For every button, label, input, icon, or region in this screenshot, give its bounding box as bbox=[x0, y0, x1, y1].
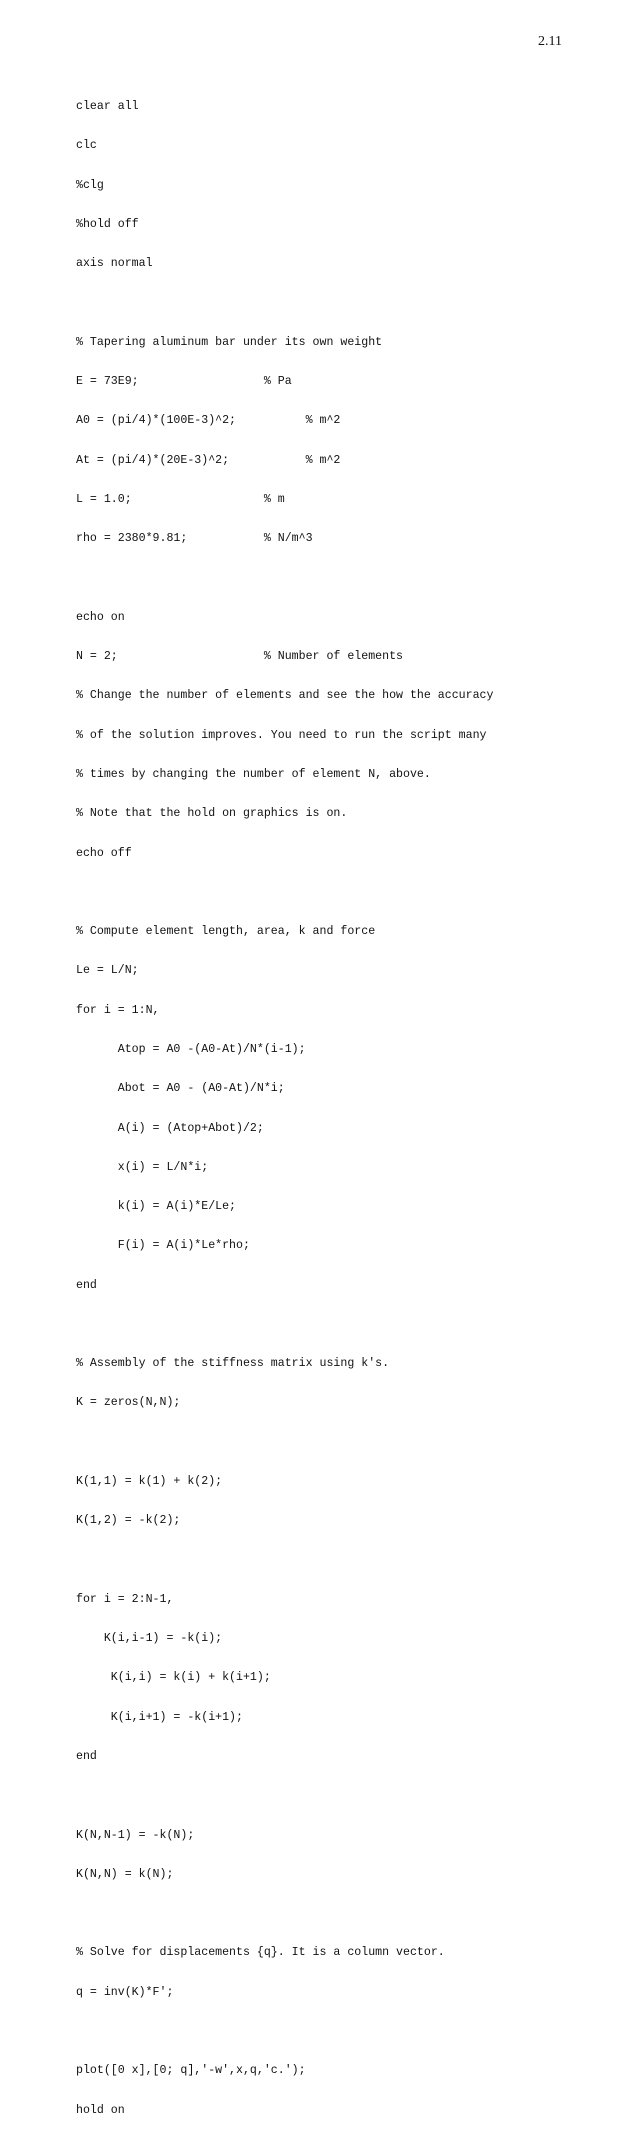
code-line: K(1,1) = k(1) + k(2); bbox=[76, 1475, 223, 1489]
code-line: rho = 2380*9.81; % N/m^3 bbox=[76, 532, 313, 546]
code-line: K(1,2) = -k(2); bbox=[76, 1514, 181, 1528]
code-line: K(N,N) = k(N); bbox=[76, 1867, 174, 1881]
code-line: % of the solution improves. You need to run the script many bbox=[76, 728, 487, 742]
code-line: q = inv(K)*F'; bbox=[76, 1985, 174, 1999]
code-line: At = (pi/4)*(20E-3)^2; % m^2 bbox=[76, 453, 341, 467]
code-line: k(i) = A(i)*E/Le; bbox=[76, 1200, 237, 1214]
code-line: %clg bbox=[76, 178, 104, 192]
code-line: F(i) = A(i)*Le*rho; bbox=[76, 1239, 250, 1253]
code-line: K(i,i+1) = -k(i+1); bbox=[76, 1710, 243, 1724]
code-line: % Tapering aluminum bar under its own weight bbox=[76, 335, 383, 349]
code-line: % Change the number of elements and see the how the accuracy bbox=[76, 689, 494, 703]
code-line: end bbox=[76, 1278, 97, 1292]
code-line: % Assembly of the stiffness matrix using k's. bbox=[76, 1357, 390, 1371]
code-line: axis normal bbox=[76, 257, 153, 271]
code-line: % Note that the hold on graphics is on. bbox=[76, 807, 348, 821]
code-line bbox=[76, 1907, 493, 1920]
code-line: for i = 2:N-1, bbox=[76, 1592, 174, 1606]
code-line: clc bbox=[76, 139, 97, 153]
code-line bbox=[76, 886, 493, 899]
code-line bbox=[76, 572, 493, 585]
code-line: end bbox=[76, 1750, 97, 1763]
code-line: hold on bbox=[76, 2103, 125, 2117]
code-listing bbox=[76, 74, 493, 2130]
code-line: %hold off bbox=[76, 218, 139, 232]
code-line bbox=[76, 1789, 493, 1802]
code-line: echo on bbox=[76, 610, 125, 624]
code-line: % times by changing the number of element N, above. bbox=[76, 767, 431, 781]
code-line: E = 73E9; % Pa bbox=[76, 375, 292, 389]
code-line: K(N,N-1) = -k(N); bbox=[76, 1828, 195, 1842]
code-line: K(i,i-1) = -k(i); bbox=[76, 1632, 223, 1646]
code-line bbox=[76, 297, 493, 310]
code-line bbox=[76, 2025, 493, 2038]
code-line: A(i) = (Atop+Abot)/2; bbox=[76, 1121, 264, 1135]
code-line: % Solve for displacements {q}. It is a column vector. bbox=[76, 1946, 445, 1960]
code-line: echo off bbox=[76, 846, 132, 860]
code-line: clear all bbox=[76, 100, 139, 114]
code-line bbox=[76, 1436, 493, 1449]
code-line: L = 1.0; % m bbox=[76, 493, 285, 506]
code-line: N = 2; % Number of elements bbox=[76, 650, 403, 664]
code-line bbox=[76, 1554, 493, 1567]
code-line: plot([0 x],[0; q],'-w',x,q,'c.'); bbox=[76, 2064, 306, 2078]
code-line bbox=[76, 1318, 493, 1331]
code-line: % Compute element length, area, k and force bbox=[76, 925, 376, 939]
code-line: Le = L/N; bbox=[76, 964, 139, 978]
code-line: A0 = (pi/4)*(100E-3)^2; % m^2 bbox=[76, 414, 341, 428]
code-line: x(i) = L/N*i; bbox=[76, 1160, 209, 1174]
code-line: K(i,i) = k(i) + k(i+1); bbox=[76, 1671, 271, 1685]
code-line: for i = 1:N, bbox=[76, 1003, 160, 1017]
page-number: 2.11 bbox=[538, 34, 562, 49]
code-line: K = zeros(N,N); bbox=[76, 1396, 181, 1410]
code-line: Atop = A0 -(A0-At)/N*(i-1); bbox=[76, 1042, 306, 1056]
code-line: Abot = A0 - (A0-At)/N*i; bbox=[76, 1082, 285, 1096]
